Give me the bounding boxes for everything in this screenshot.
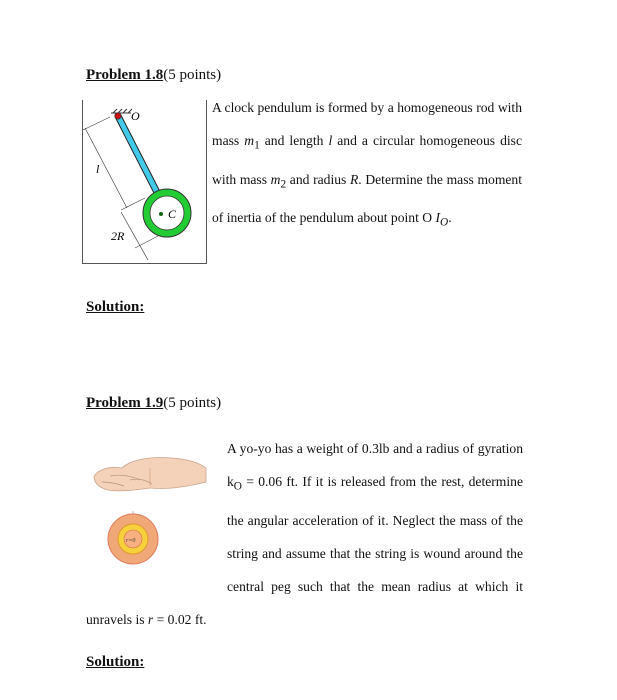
length-label: l xyxy=(96,162,100,176)
yoyo-mark: r=0 xyxy=(126,538,136,544)
problem-1-8-solution-label: Solution: xyxy=(86,299,145,315)
disc-inner xyxy=(150,196,184,230)
pivot-point xyxy=(115,113,121,119)
problem-1-8-heading xyxy=(86,67,221,84)
problem-1-9-text: A yo-yo has a weight of 0.3lb and a radius of gyration $k_O = 0.06$ ft. If it is released from the rest, determine the angular acceleration of it. Neglect the mass of the string and assume that the string is wound around the central peg such that the mean radius at which it unravels is r = 0.02 ft. xyxy=(86,432,523,636)
support-hatch xyxy=(111,109,132,113)
figure-float-spacer xyxy=(86,432,227,596)
diameter-label: 2R xyxy=(111,229,125,243)
length-dimension-line xyxy=(85,128,127,208)
center-label: C xyxy=(168,207,177,221)
problem-points: (5 points) xyxy=(163,67,222,83)
problem-1-8-text: A clock pendulum is formed by a homogeneous rod with mass $m_1$ and length l and a circular homogeneous disc with mass $m_2$ and radius R. Determine the mass moment of inertia of the pendulum about point O $I_O$. xyxy=(212,100,522,230)
problem-1-9-solution-label: Solution: xyxy=(86,654,145,670)
pivot-label: O xyxy=(131,109,140,123)
diameter-extension xyxy=(135,236,158,248)
pendulum-figure xyxy=(83,100,206,263)
problem-1-9-heading xyxy=(86,395,221,412)
length-extension-top xyxy=(83,117,110,130)
problem-number: Problem 1.8 xyxy=(86,67,164,83)
problem-number: Problem 1.9 xyxy=(86,395,164,411)
center-dot xyxy=(159,212,163,216)
problem-points: (5 points) xyxy=(163,395,222,411)
pendulum-diagram xyxy=(82,100,207,264)
